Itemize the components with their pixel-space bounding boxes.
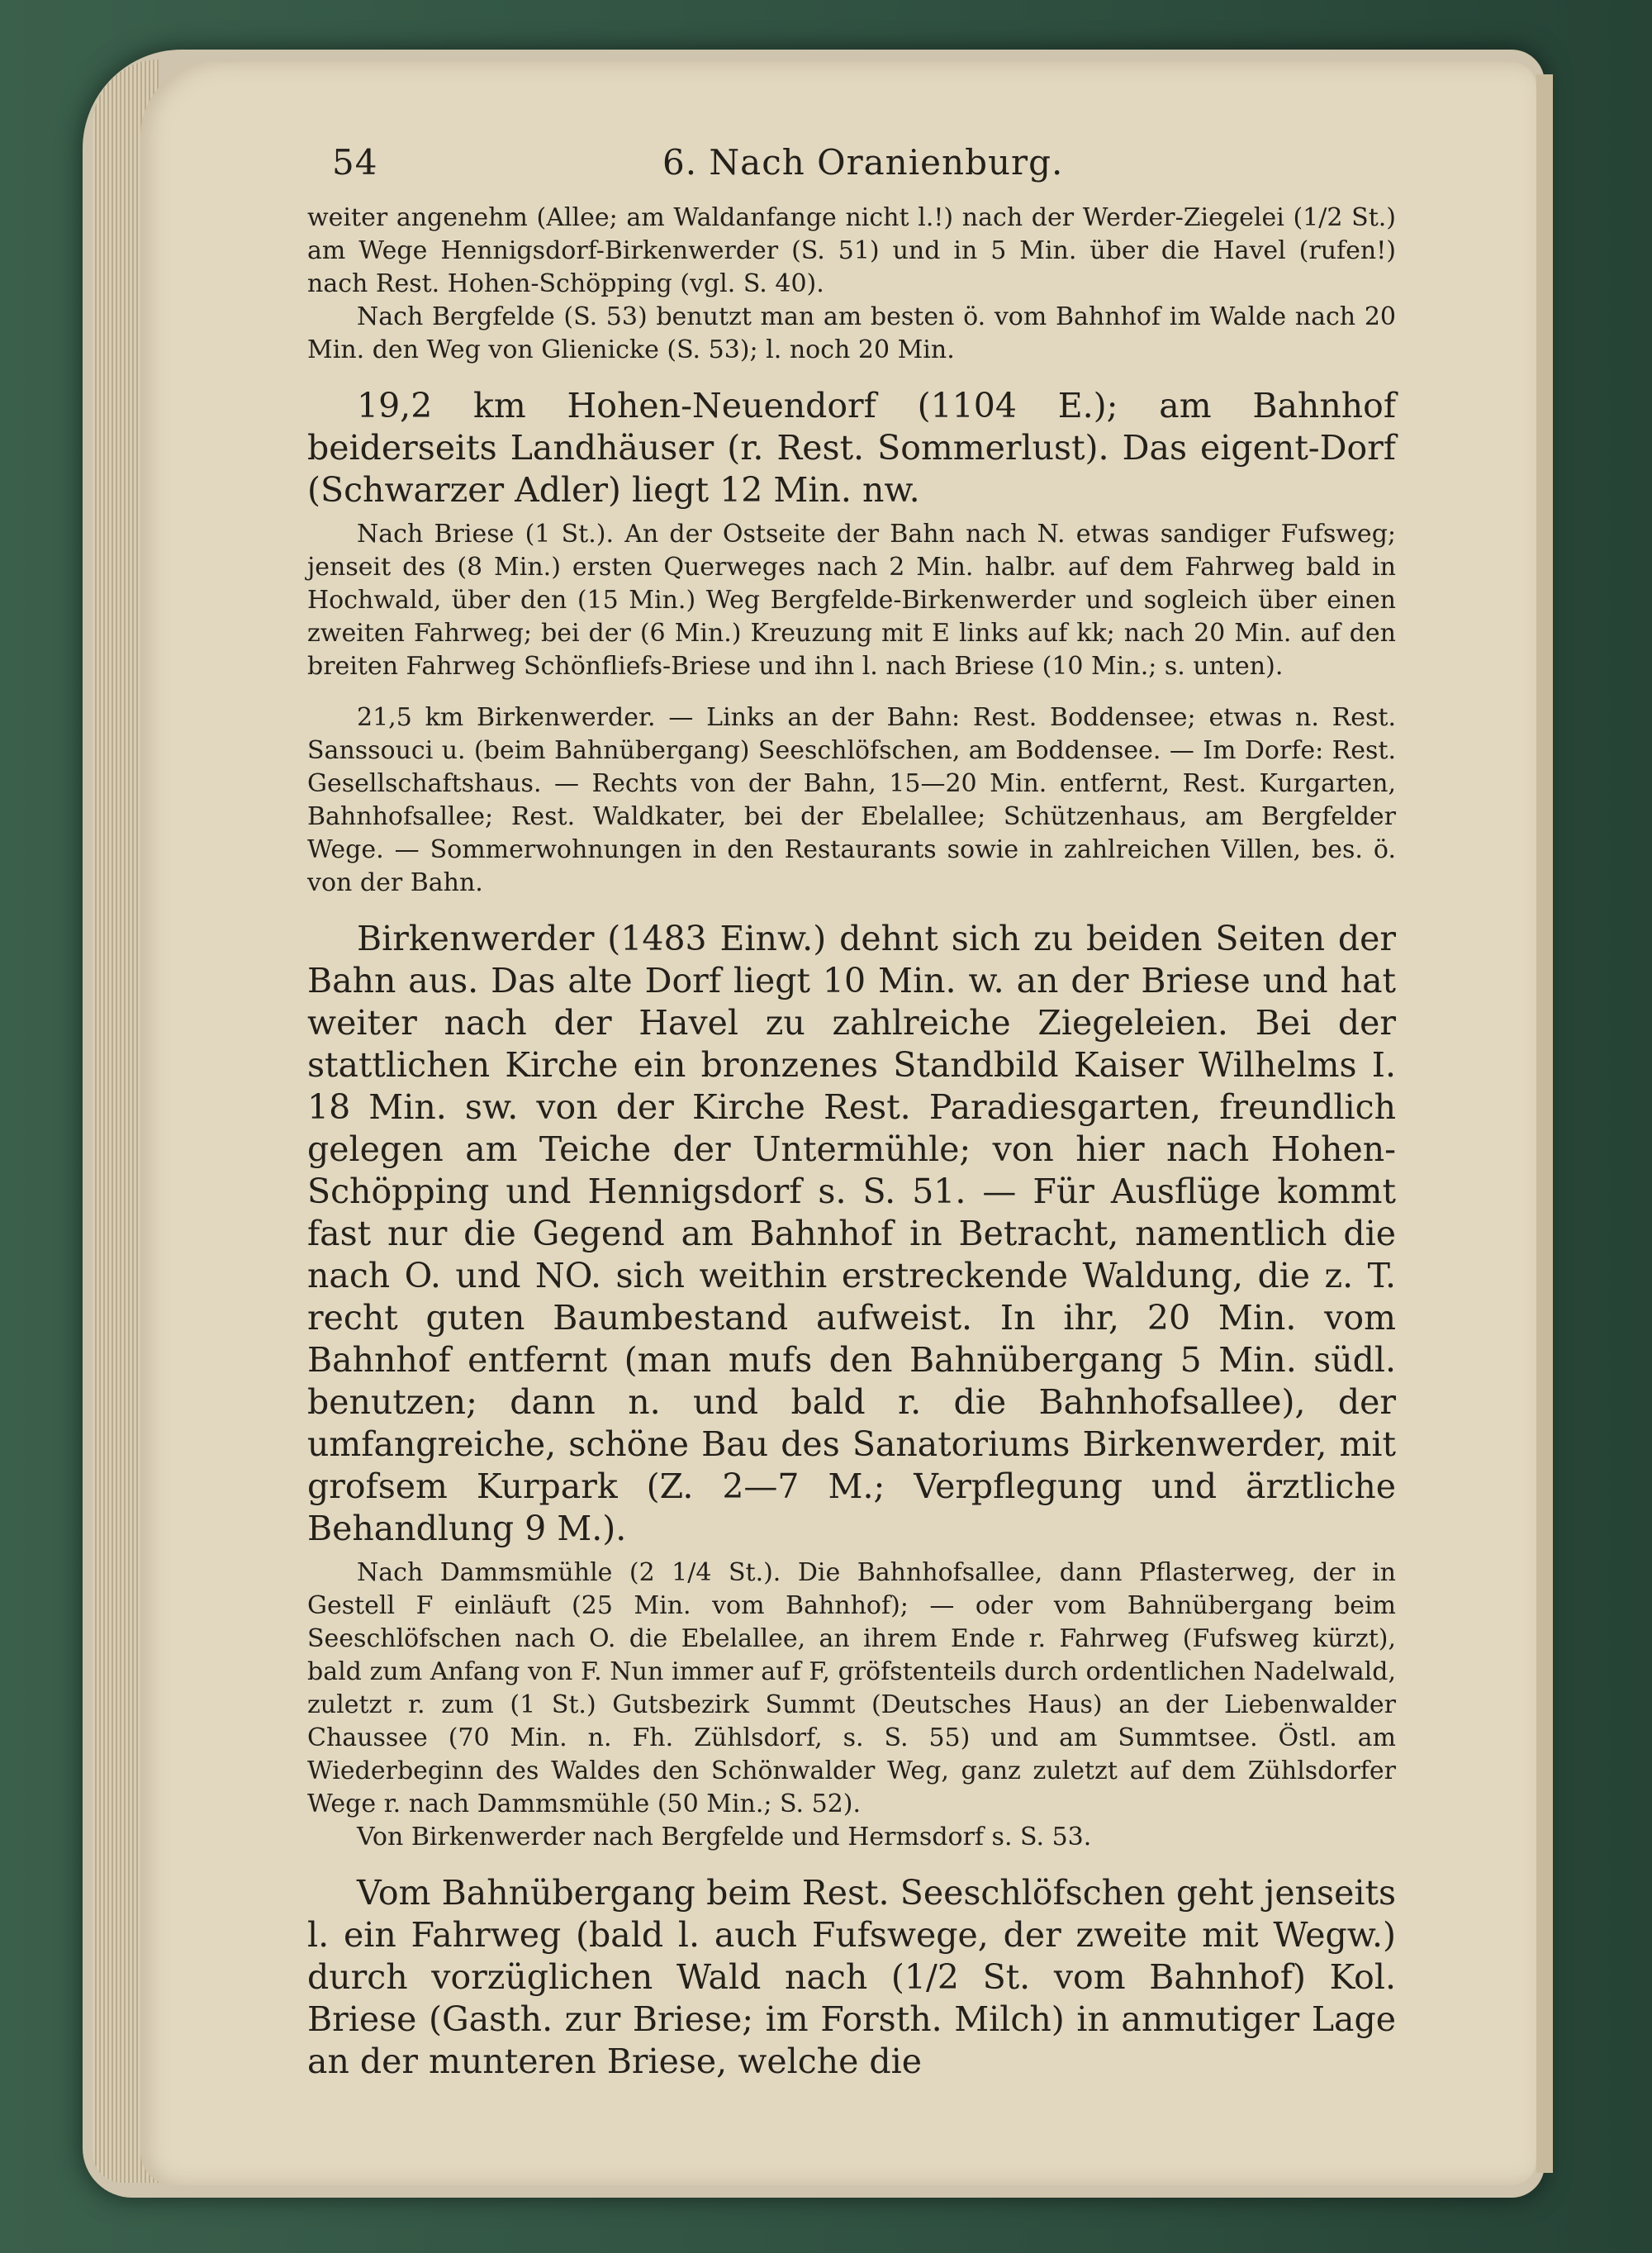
paragraph-bergfelde-hermsdorf: Von Birkenwerder nach Bergfelde und Hermsdorf s. S. 53. <box>357 1823 1092 1851</box>
paragraph-nach-dammsmuehle: Nach Dammsmühle (2 1/4 St.). Die Bahnhofsallee, dann Pflasterweg, der in Gestell F einläuft (25 Min. vom Bahnhof); — oder vom Bahnübergang beim Seeschlöfschen nach O. die Ebelallee, an ihrem Ende r. Fahrweg (Fufsweg kürzt), bald zum Anfang von F. Nun immer auf F, gröfstenteils durch ordentlichen Nadelwald, zuletzt r. zum (1 St.) Gutsbezirk Summt (Deutsches Haus) an der Liebenwalder Chaussee (70 Min. n. Fh. Zühlsdorf, s. S. 55) und am Summtsee. Östl. am Wiederbeginn des Waldes den Schönwalder Weg, ganz zuletzt auf dem Zühlsdorfer Wege r. nach Dammsmühle (50 Min.; S. 52). <box>307 1558 1396 1818</box>
running-header <box>307 142 1396 202</box>
page-content <box>307 142 1396 2083</box>
paragraph-werder-ziegelei: weiter angenehm (Allee; am Waldanfange nicht l.!) nach der Werder-Ziegelei (1/2 St.) am Wege Hennigsdorf-Birkenwerder (S. 51) und in 5 Min. über die Havel (rufen!) nach Rest. Hohen-Schöpping (vgl. S. 40). <box>307 203 1396 298</box>
paragraph-nach-bergfelde: Nach Bergfelde (S. 53) benutzt man am besten ö. vom Bahnhof im Walde nach 20 Min. den Weg von Glienicke (S. 53); l. noch 20 Min. <box>307 302 1396 364</box>
paragraph-hohen-neuendorf: 19,2 km Hohen-Neuendorf (1104 E.); am Bahnhof beiderseits Landhäuser (r. Rest. Sommerlust). Das eigent-Dorf (Schwarzer Adler) liegt 12 Min. nw. <box>307 386 1396 510</box>
paragraph-birkenwerder-station: 21,5 km Birkenwerder. — Links an der Bahn: Rest. Boddensee; etwas n. Rest. Sanssouci u. (beim Bahnübergang) Seeschlöfschen, am Boddensee. — Im Dorfe: Rest. Gesellschaftshaus. — Rechts von der Bahn, 15—20 Min. entfernt, Rest. Kurgarten, Bahnhofsallee; Rest. Waldkater, bei der Ebelallee; Schützenhaus, am Bergfelder Wege. — Sommerwohnungen in den Restaurants sowie in zahlreichen Villen, bes. ö. von der Bahn. <box>307 703 1396 897</box>
page-right-edge <box>1536 74 1553 2173</box>
paragraph-nach-briese: Nach Briese (1 St.). An der Ostseite der Bahn nach N. etwas sandiger Fufsweg; jenseit des (8 Min.) ersten Querweges nach 2 Min. halbr. auf dem Fahrweg bald in Hochwald, über den (15 Min.) Weg Bergfelde-Birkenwerder und sogleich über einen zweiten Fahrweg; bei der (6 Min.) Kreuzung mit E links auf kk; nach 20 Min. auf den breiten Fahrweg Schönfliefs-Briese und ihn l. nach Briese (10 Min.; s. unten). <box>307 520 1396 681</box>
chapter-title: 6. Nach Oranienburg. <box>662 142 1064 183</box>
paragraph-kol-briese: Vom Bahnübergang beim Rest. Seeschlöfschen geht jenseits l. ein Fahrweg (bald l. auch Fufswege, der zweite mit Wegw.) durch vorzüglichen Wald nach (1/2 St. vom Bahnhof) Kol. Briese (Gasth. zur Briese; im Forsth. Milch) in anmutiger Lage an der munteren Briese, welche die <box>307 1873 1396 2081</box>
paragraph-birkenwerder-town: Birkenwerder (1483 Einw.) dehnt sich zu beiden Seiten der Bahn aus. Das alte Dorf liegt 10 Min. w. an der Briese und hat weiter nach der Havel zu zahlreiche Ziegeleien. Bei der stattlichen Kirche ein bronzenes Standbild Kaiser Wilhelms I. 18 Min. sw. von der Kirche Rest. Paradiesgarten, freundlich gelegen am Teiche der Untermühle; von hier nach Hohen-Schöpping und Hennigsdorf s. S. 51. — Für Ausflüge kommt fast nur die Gegend am Bahnhof in Betracht, namentlich die nach O. und NO. sich weithin erstreckende Waldung, die z. T. recht guten Baumbestand aufweist. In ihr, 20 Min. vom Bahnhof entfernt (man mufs den Bahnübergang 5 Min. südl. benutzen; dann n. und bald r. die Bahnhofsallee), der umfangreiche, schöne Bau des Sanatoriums Birkenwerder, mit grofsem Kurpark (Z. 2—7 M.; Verpflegung und ärztliche Behandlung 9 M.). <box>307 919 1396 1548</box>
page-number: 54 <box>332 142 378 183</box>
